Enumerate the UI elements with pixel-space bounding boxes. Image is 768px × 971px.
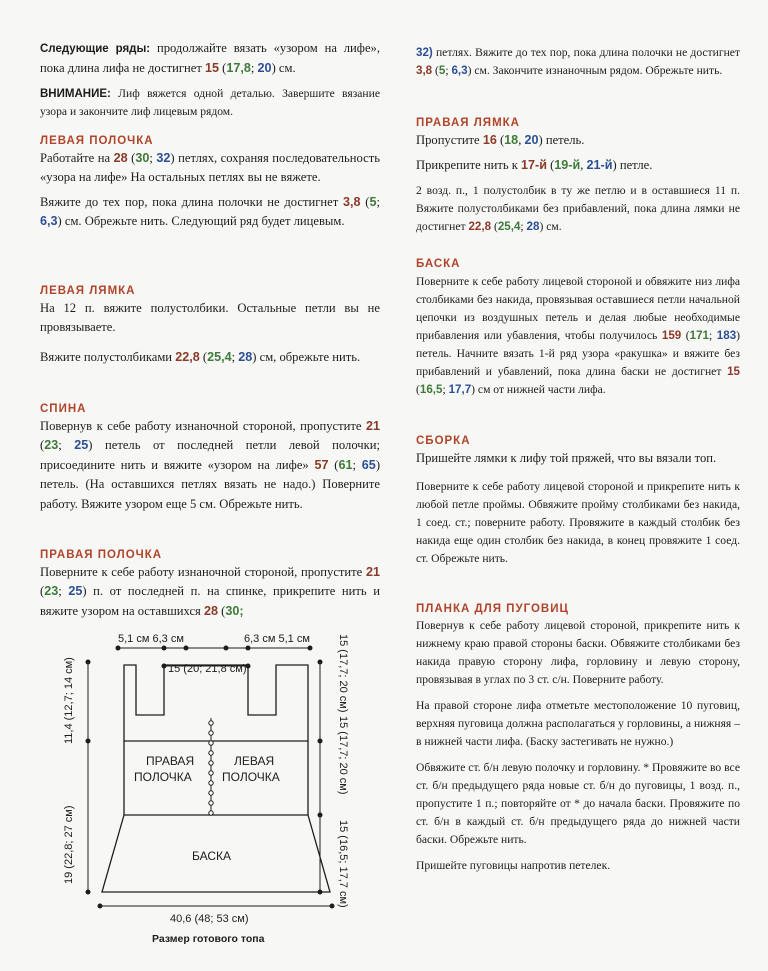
section-button-band [416,603,740,875]
diagram-caption: Размер готового топа [152,933,265,945]
dim-top-right: 6,3 см 5,1 см [244,633,310,645]
paragraph: Пропустите 16 (18, 20) петель. [416,133,585,147]
paragraph: Поверните к себе работу лицевой стороной и прикрепите нить к любой петле проймы. Обвяжите пройму столбиками без накида, 1 соед. ст.; поверните работу. Провяжите в каждый столбик без накида еще один столбик без накида, в конец провяжите 1 соед. ст. Обрежьте нить. [416,480,740,566]
paragraph: Вяжите полустолбиками 22,8 (25,4; 28) см, обрежьте нить. [40,349,361,364]
dim-right-2: 15 (17,7; 20 см) [337,716,349,795]
paragraph: Пришейте пуговицы напротив петелек. [416,859,611,872]
intro-paragraph-1: Следующие ряды: продолжайте вязать «узором на лифе», пока длина лифа не достигнет 15 (17,8; 20) см. [40,41,380,76]
paragraph: Повернув к себе работу лицевой стороной, прикрепите нить к нижнему краю правой стороны баски. Обвяжите столбиками без накида правую сторону лифа, горловину и левую сторону, провязывая в углах по 3 ст. с/н. Поверните работу. [416,619,740,686]
paragraph: На правой стороне лифа отметьте местоположение 10 пуговиц, верхняя пуговица должна располагаться у горловины, а нижняя – в нижней части лифа. (Баску застегивать не нужно.) [416,699,740,748]
dim-top-left: 5,1 см 6,3 см [118,633,184,645]
section-left-strap [40,285,380,367]
section-title: ПРАВАЯ ЛЯМКА [416,117,520,129]
section-right-front [40,549,380,621]
paragraph: Пришейте лямки к лифу той пряжей, что вы вязали топ. [416,451,717,465]
paragraph: Прикрепите нить к 17-й (19-й, 21-й) петле. [416,158,653,173]
bodice-outline [124,665,308,741]
paragraph: 2 возд. п., 1 полустолбик в ту же петлю и в оставшиеся 11 п. Вяжите полустолбиками без прибавлений, пока длина лямки не достигнет 22,8 (25,4; 28) см. [416,183,740,233]
dim-right-1: 15 (17,7; 20 см) [337,634,349,713]
dim-right-3: 15 (16,5; 17,7 см) [337,820,349,908]
label-left-front-2: ПОЛОЧКА [222,770,280,784]
intro-block [40,39,380,121]
dim-left-upper: 11,4 (12,7; 14 см) [63,657,75,744]
paragraph: Повернув к себе работу изнаночной стороной, пропустите 21 (23; 25) петель от последней петли левой полочки; присоедините нить и вяжите «узором на лифе» 57 (61; 65) петель. (На оставшихся петлях вязать не надо.) Поверните работу. Вяжите узором еще 5 см. Обрежьте нить. [40,419,381,511]
section-right-strap [416,117,740,236]
label-peplum: БАСКА [192,849,232,863]
continued-block [416,44,740,80]
section-assembly [416,435,740,568]
label-left-front-1: ЛЕВАЯ [234,754,275,768]
section-back [40,403,380,514]
section-title: ЛЕВАЯ ЛЯМКА [40,285,136,297]
paragraph: На 12 п. вяжите полустолбики. Остальные петли вы не провязываете. [40,301,380,335]
label-right-front-2: ПОЛОЧКА [134,770,192,784]
paragraph: Работайте на 28 (30; 32) петлях, сохраняя последовательность «узора на лифе» На остальных петлях вы не вяжете. [40,151,380,185]
section-title: СБОРКА [416,435,471,447]
section-title: БАСКА [416,258,461,270]
section-title: СПИНА [40,403,87,415]
label-right-front-1: ПРАВАЯ [146,754,195,768]
size-diagram [0,620,380,950]
paragraph: Обвяжите ст. б/н левую полочку и горловину. * Провяжите во все ст. б/н предыдущего ряда новые ст. б/н до пуговицы, 1 возд. п., пропустите 1 п.; повторяйте от * до начала баски. Провяжите по ст. б/н в каждый ст. б/н предыдущего ряда до нижней части баски. Обрежьте нить. [416,761,740,846]
section-title: ПЛАНКА ДЛЯ ПУГОВИЦ [416,603,569,615]
paragraph: Поверните к себе работу изнаночной стороной, пропустите 21 (23; 25) п. от последней п. на спинке, прикрепите нить и вяжите узором на оставшихся 28 (30; [40,565,380,618]
paragraph: Вяжите до тех пор, пока длина полочки не достигнет 3,8 (5; 6,3) см. Обрежьте нить. Следующий ряд будет лицевым. [40,194,380,229]
section-title: ПРАВАЯ ПОЛОЧКА [40,549,163,561]
dim-bottom: 40,6 (48; 53 см) [170,913,249,925]
paragraph: Поверните к себе работу лицевой стороной и обвяжите низ лифа столбиками без накида, провязывая оставшиеся петли начальной цепочки из воздушных петель и делая любые необходимые прибавления или убавления, чтобы получилось 159 (171; 183) петель. Начните вязать 1-й ряд узора «ракушка» и вяжите без прибавлений и убавлений, пока длина баски не достигнет 15 (16,5; 17,7) см от нижней части лифа. [416,275,741,396]
section-title: ЛЕВАЯ ПОЛОЧКА [40,135,154,147]
intro-paragraph-2: ВНИМАНИЕ: Лиф вяжется одной деталью. Завершите вязание узора и закончите лиф лицевым рядом. [40,86,380,118]
dim-left-lower: 19 (22,8; 27 см) [63,805,75,884]
paragraph: 32) петлях. Вяжите до тех пор, пока длина полочки не достигнет 3,8 (5; 6,3) см. Закончите изнаночным рядом. Обрежьте нить. [416,46,740,77]
dim-neck: 15 (20; 21,8 см) [168,663,247,675]
section-left-front [40,135,380,232]
section-peplum [416,258,740,399]
